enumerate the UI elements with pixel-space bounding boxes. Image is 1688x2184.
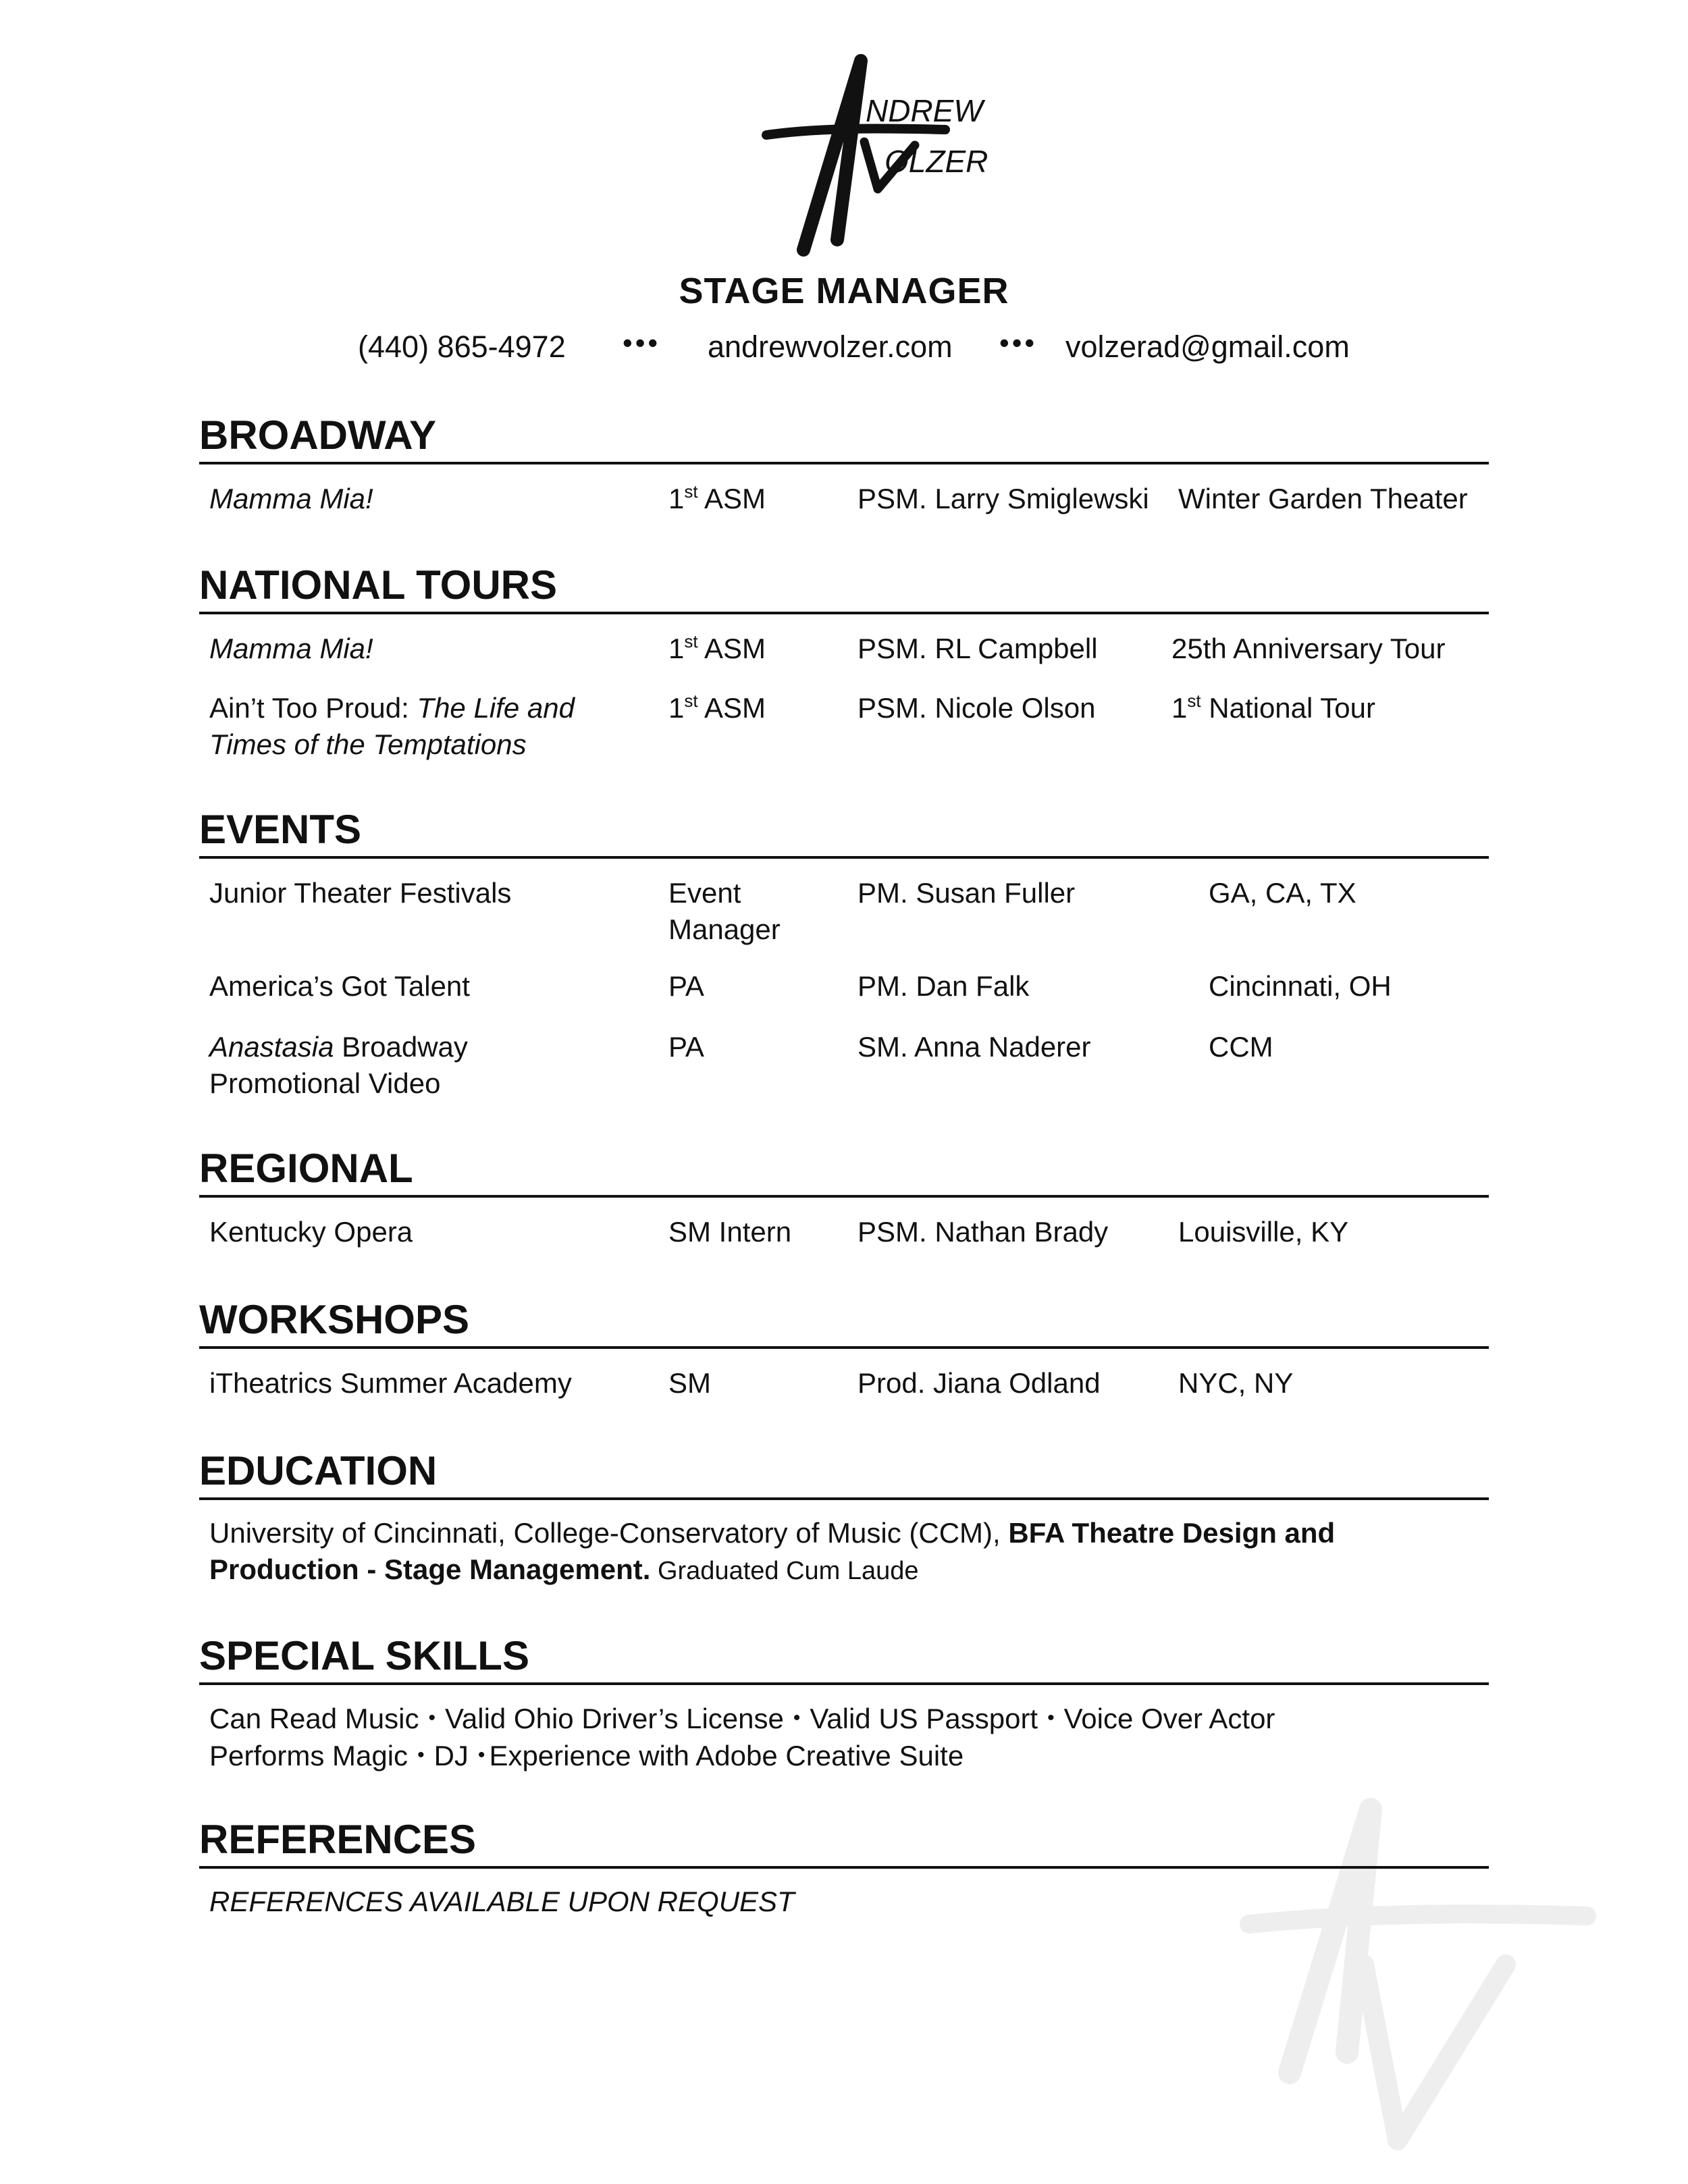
skills-line (199, 1737, 1489, 1774)
supervisor: SM. Anna Naderer (858, 1031, 1091, 1063)
supervisor: Prod. Jiana Odland (858, 1367, 1101, 1399)
section-references (199, 1816, 1489, 1920)
credit-row (199, 1365, 1489, 1402)
section-regional (199, 1145, 1489, 1250)
bullet: • (428, 1707, 436, 1729)
bullet: • (417, 1744, 425, 1766)
credit-row (199, 875, 1489, 948)
skills-line (199, 1700, 1489, 1737)
section-title: REGIONAL (199, 1145, 1489, 1198)
role: PA (668, 970, 704, 1002)
supervisor: PM. Susan Fuller (858, 877, 1076, 909)
education-entry (199, 1515, 1425, 1589)
section-workshops (199, 1296, 1489, 1402)
credit-row (199, 1029, 1489, 1102)
credit-row (199, 690, 1489, 763)
supervisor: PM. Dan Falk (858, 970, 1030, 1002)
bullet: • (477, 1744, 485, 1766)
supervisor: PSM. Nathan Brady (858, 1216, 1109, 1248)
supervisor: PSM. Larry Smiglewski (858, 483, 1149, 514)
credit-row (199, 1214, 1489, 1250)
section-national-tours (199, 562, 1489, 763)
venue: NYC, NY (1178, 1367, 1294, 1399)
section-events (199, 806, 1489, 1102)
show-name: Kentucky Opera (209, 1216, 413, 1248)
role: 1st ASM (668, 691, 766, 724)
section-title: SPECIAL SKILLS (199, 1632, 1489, 1685)
show-name: Junior Theater Festivals (209, 877, 512, 909)
section-title: EVENTS (199, 806, 1489, 859)
section-title: REFERENCES (199, 1816, 1489, 1869)
venue: CCM (1209, 1031, 1273, 1063)
signature-logo (743, 47, 999, 277)
email-link[interactable]: volzerad@gmail.com (1065, 329, 1350, 364)
contact-separator: ••• (623, 327, 661, 358)
skill-item: Experience with Adobe Creative Suite (489, 1740, 964, 1772)
role: SM Intern (668, 1216, 792, 1248)
degree-name: BFA Theatre Design and Production - Stage Management. (209, 1517, 1336, 1585)
skill-item: Voice Over Actor (1063, 1703, 1275, 1734)
section-broadway (199, 412, 1489, 517)
venue: Louisville, KY (1178, 1216, 1349, 1248)
credit-row (199, 481, 1489, 517)
references-note: REFERENCES AVAILABLE UPON REQUEST (209, 1886, 795, 1917)
logo-first-name: NDREW (866, 93, 983, 128)
honors: Graduated Cum Laude (650, 1557, 919, 1585)
venue: Cincinnati, OH (1209, 970, 1392, 1002)
show-name: Anastasia Broadway Promotional Video (209, 1031, 468, 1099)
contact-separator: ••• (999, 327, 1038, 358)
skill-item: Can Read Music (209, 1703, 419, 1734)
bullet: • (1047, 1707, 1055, 1729)
show-name: Mamma Mia! (209, 483, 373, 514)
job-title: STAGE MANAGER (679, 271, 1009, 311)
show-name: Ain’t Too Proud: The Life and Times of the Temptations (209, 692, 575, 760)
skill-item: Valid Ohio Driver’s License (444, 1703, 784, 1734)
phone-number: (440) 865-4972 (358, 329, 566, 364)
skill-item: Performs Magic (209, 1740, 408, 1772)
venue: 25th Anniversary Tour (1171, 633, 1446, 664)
venue: 1st National Tour (1171, 691, 1375, 724)
role: Event Manager (668, 877, 781, 945)
website-link[interactable]: andrewvolzer.com (708, 329, 953, 364)
section-title: NATIONAL TOURS (199, 562, 1489, 614)
skill-item: Valid US Passport (810, 1703, 1038, 1734)
section-education (199, 1447, 1489, 1589)
section-title: EDUCATION (199, 1447, 1489, 1500)
show-name: Mamma Mia! (209, 633, 373, 664)
show-name: America’s Got Talent (209, 970, 470, 1002)
show-name: iTheatrics Summer Academy (209, 1367, 572, 1399)
skill-item: DJ (433, 1740, 469, 1772)
supervisor: PSM. RL Campbell (858, 633, 1098, 664)
venue: Winter Garden Theater (1178, 483, 1468, 514)
credit-row (199, 968, 1489, 1005)
logo-last-name: OLZER (885, 144, 988, 179)
bullet: • (793, 1707, 801, 1729)
supervisor: PSM. Nicole Olson (858, 692, 1096, 724)
role: 1st ASM (668, 481, 766, 514)
credit-row (199, 631, 1489, 667)
section-special-skills (199, 1632, 1489, 1774)
section-title: BROADWAY (199, 412, 1489, 464)
role: 1st ASM (668, 631, 766, 664)
venue: GA, CA, TX (1209, 877, 1356, 909)
section-title: WORKSHOPS (199, 1296, 1489, 1349)
school-name: University of Cincinnati, College-Conservatory of Music (CCM), (209, 1517, 1009, 1549)
role: SM (668, 1367, 711, 1399)
role: PA (668, 1031, 704, 1063)
